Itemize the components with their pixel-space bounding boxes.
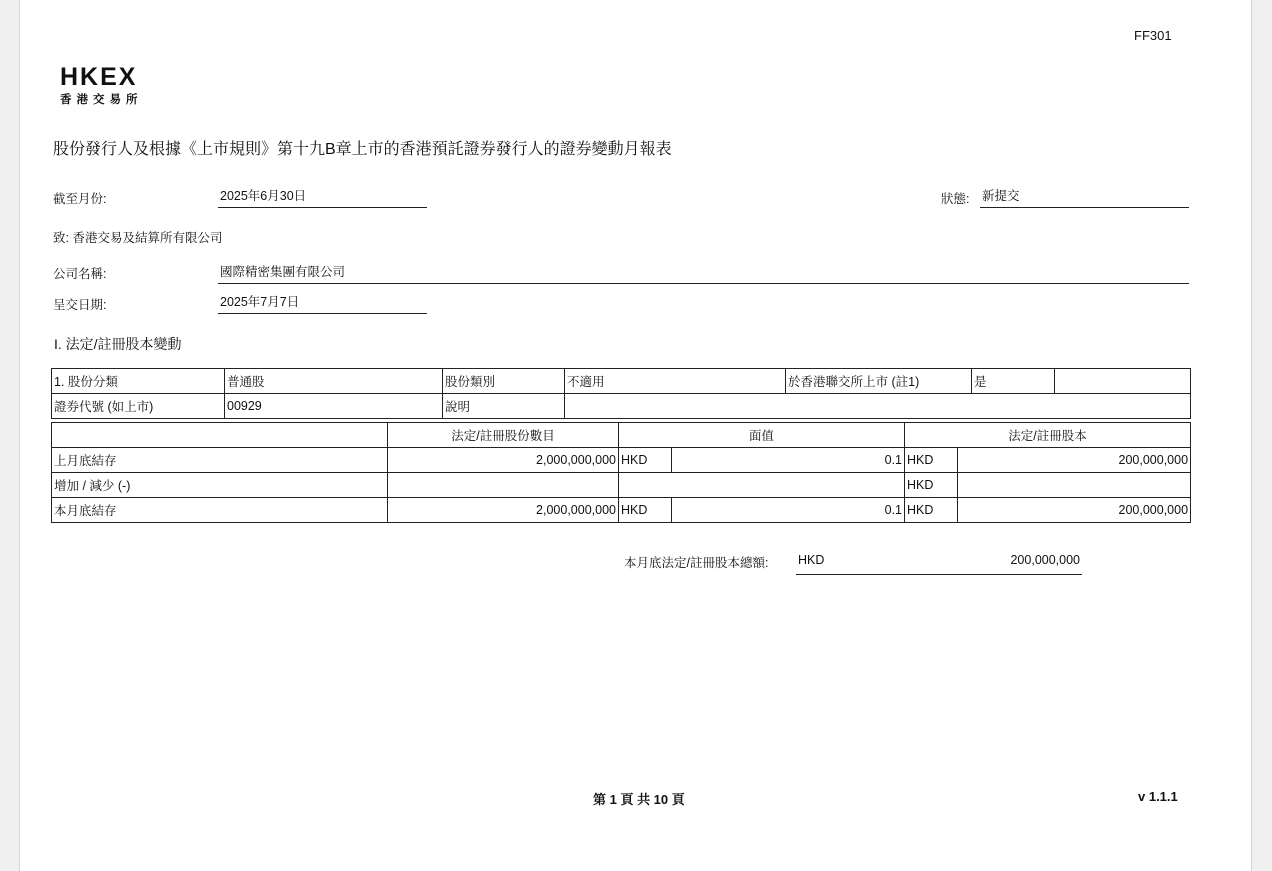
table-row bbox=[52, 448, 1191, 473]
form-title: 股份發行人及根據《上市規則》第十九B章上市的香港預託證券發行人的證券變動月報表 bbox=[53, 141, 672, 158]
par-value-cell: 0.1 bbox=[672, 498, 905, 523]
logo-mark: HKEX bbox=[60, 63, 138, 91]
period-field: 2025年6月30日 bbox=[218, 186, 427, 208]
capital-header: 法定/註冊股本 bbox=[905, 423, 1191, 448]
to-value: 香港交易及結算所有限公司 bbox=[72, 231, 223, 245]
capital-value-cell: 200,000,000 bbox=[958, 448, 1191, 473]
shares-cell: 2,000,000,000 bbox=[388, 448, 619, 473]
form-page bbox=[19, 0, 1252, 871]
par-currency-cell: HKD bbox=[619, 498, 672, 523]
submit-date-label: 呈交日期: bbox=[53, 298, 107, 312]
logo-subtitle: 香港交易所 bbox=[60, 94, 143, 106]
type-label: 股份類別 bbox=[443, 369, 565, 394]
type-value: 不適用 bbox=[565, 369, 786, 394]
section-title: I. 法定/註冊股本變動 bbox=[54, 336, 182, 352]
desc-value bbox=[565, 394, 1191, 419]
capital-currency-cell: HKD bbox=[905, 498, 958, 523]
code-value: 00929 bbox=[225, 394, 443, 419]
listed-value: 是 bbox=[972, 369, 1055, 394]
capital-currency-cell: HKD bbox=[905, 448, 958, 473]
total-label: 本月底法定/註冊股本總額: bbox=[624, 556, 769, 570]
row-label: 本月底結存 bbox=[52, 498, 388, 523]
listed-label: 於香港聯交所上市 (註1) bbox=[786, 369, 972, 394]
par-currency-cell bbox=[619, 473, 672, 498]
form-code: FF301 bbox=[1134, 28, 1172, 43]
capital-header-row bbox=[52, 423, 1191, 448]
total-field bbox=[796, 550, 1082, 575]
total-value: 200,000,000 bbox=[1010, 553, 1080, 567]
period-label: 截至月份: bbox=[53, 192, 107, 206]
shares-header: 法定/註冊股份數目 bbox=[388, 423, 619, 448]
listed-extra bbox=[1055, 369, 1191, 394]
company-label: 公司名稱: bbox=[53, 267, 107, 281]
status-field: 新提交 bbox=[980, 186, 1189, 208]
par-currency-cell: HKD bbox=[619, 448, 672, 473]
par-header: 面值 bbox=[619, 423, 905, 448]
shares-cell: 2,000,000,000 bbox=[388, 498, 619, 523]
hkex-logo bbox=[60, 64, 143, 107]
page-number: 第 1 頁 共 10 頁 bbox=[593, 792, 685, 807]
par-value-cell bbox=[672, 473, 905, 498]
desc-label: 說明 bbox=[443, 394, 565, 419]
capital-value-cell: 200,000,000 bbox=[958, 498, 1191, 523]
share-class-table bbox=[51, 368, 1191, 419]
form-version: v 1.1.1 bbox=[1138, 789, 1178, 804]
class-label: 1. 股份分類 bbox=[52, 369, 225, 394]
share-class-row bbox=[52, 369, 1191, 394]
company-field: 國際精密集團有限公司 bbox=[218, 262, 1189, 284]
class-value: 普通股 bbox=[225, 369, 443, 394]
total-currency: HKD bbox=[798, 553, 825, 567]
status-label: 狀態: bbox=[941, 192, 970, 206]
header-blank bbox=[52, 423, 388, 448]
to-label: 致: bbox=[53, 231, 69, 245]
par-value-cell: 0.1 bbox=[672, 448, 905, 473]
table-row bbox=[52, 473, 1191, 498]
capital-value-cell bbox=[958, 473, 1191, 498]
row-label: 增加 / 減少 (-) bbox=[52, 473, 388, 498]
capital-table bbox=[51, 422, 1191, 523]
row-label: 上月底結存 bbox=[52, 448, 388, 473]
stock-code-row bbox=[52, 394, 1191, 419]
table-row bbox=[52, 498, 1191, 523]
submit-date-field: 2025年7月7日 bbox=[218, 292, 427, 314]
code-label: 證券代號 (如上市) bbox=[52, 394, 225, 419]
capital-currency-cell: HKD bbox=[905, 473, 958, 498]
shares-cell bbox=[388, 473, 619, 498]
to-line bbox=[53, 228, 222, 246]
